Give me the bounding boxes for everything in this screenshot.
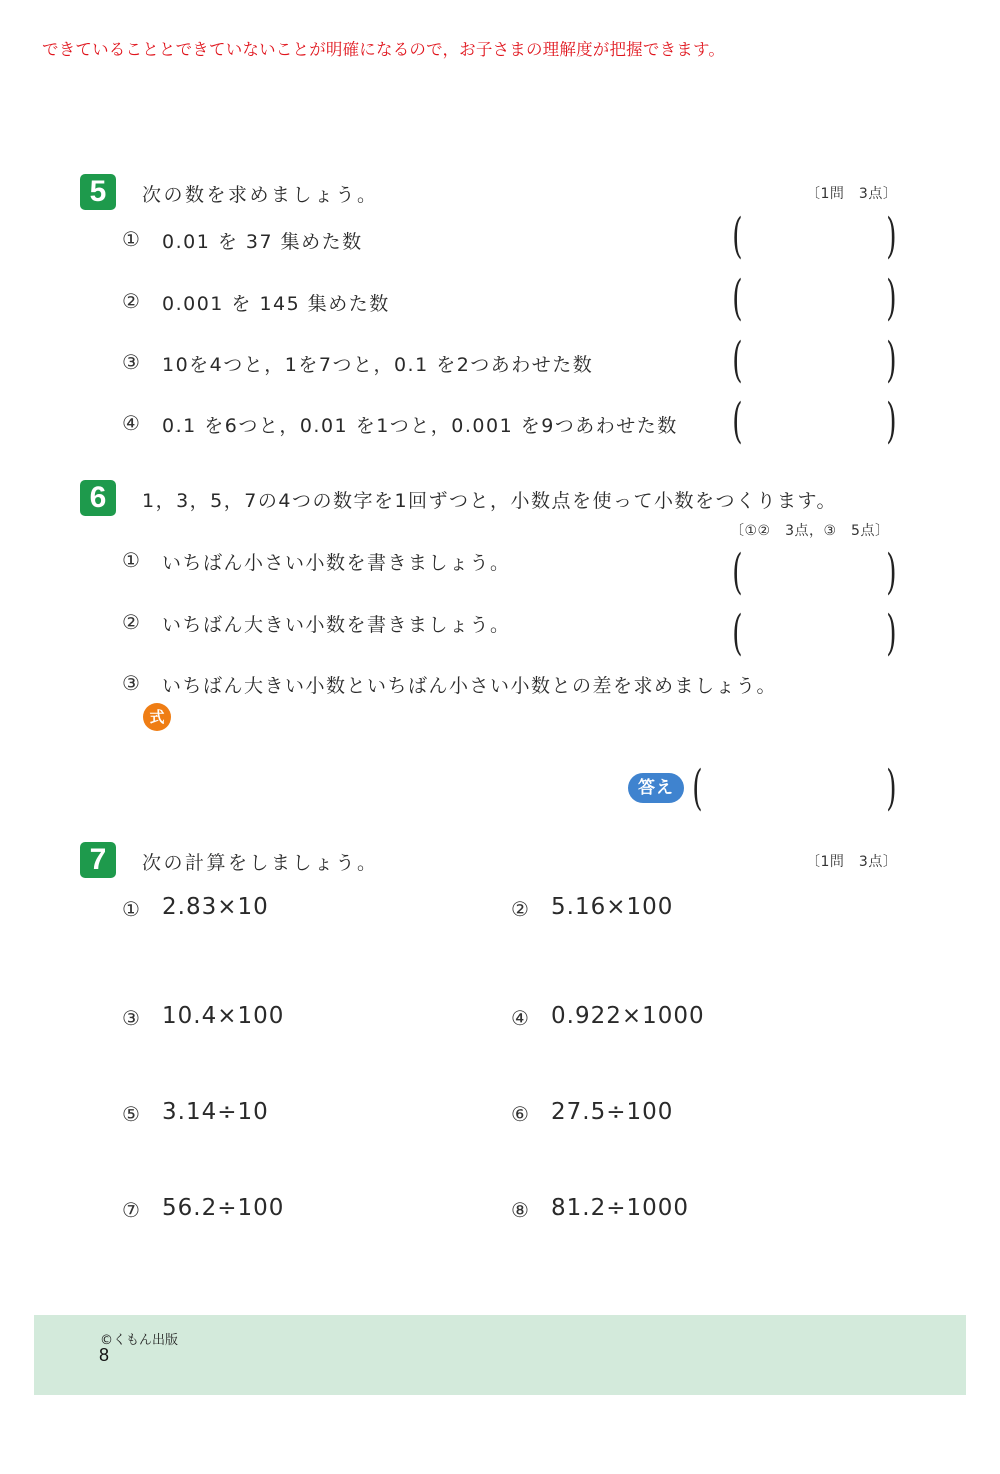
- problem-number: ⑦: [122, 1198, 140, 1222]
- problem-number: ③: [122, 1006, 140, 1030]
- question-text: 0.01 を 37 集めた数: [162, 231, 363, 253]
- calc-problem: 2.83×10: [162, 894, 269, 920]
- question-text: いちばん小さい小数を書きましょう。: [162, 552, 511, 574]
- answer-badge: 答え: [628, 773, 684, 803]
- section-7-badge: 7: [80, 842, 116, 878]
- section-5-badge: 5: [80, 174, 116, 210]
- answer-bracket-close: ): [886, 393, 897, 449]
- answer-bracket-open: (: [732, 393, 743, 449]
- answer-field[interactable]: [708, 770, 878, 810]
- answer-field[interactable]: [748, 615, 878, 655]
- answer-bracket-open: (: [732, 332, 743, 388]
- page-number: 8: [99, 1345, 110, 1365]
- problem-number: ②: [511, 897, 529, 921]
- section-7-instruction: 次の計算をしましょう。: [142, 852, 379, 874]
- section-5-points: 〔1問 3点〕: [806, 186, 898, 202]
- answer-bracket-close: ): [886, 605, 897, 661]
- answer-bracket-open: (: [732, 605, 743, 661]
- answer-bracket-open: (: [692, 760, 703, 816]
- copyright: ©くもん出版: [100, 1333, 179, 1348]
- answer-field[interactable]: [748, 342, 878, 382]
- calc-problem: 27.5÷100: [551, 1099, 674, 1125]
- footer-band: [34, 1315, 966, 1395]
- answer-bracket-open: (: [732, 544, 743, 600]
- answer-field[interactable]: [748, 403, 878, 443]
- problem-number: ⑥: [511, 1102, 529, 1126]
- question-number: ③: [122, 350, 140, 374]
- answer-bracket-close: ): [886, 270, 897, 326]
- answer-field[interactable]: [748, 218, 878, 258]
- answer-field[interactable]: [748, 280, 878, 320]
- question-number: ①: [122, 548, 140, 572]
- answer-bracket-close: ): [886, 332, 897, 388]
- calc-problem: 0.922×1000: [551, 1003, 705, 1029]
- answer-bracket-close: ): [886, 208, 897, 264]
- answer-bracket-close: ): [886, 544, 897, 600]
- problem-number: ⑧: [511, 1198, 529, 1222]
- section-7-points: 〔1問 3点〕: [806, 854, 898, 870]
- answer-field[interactable]: [748, 554, 878, 594]
- question-text: 10を4つと，1を7つと，0.1 を2つあわせた数: [162, 354, 594, 376]
- answer-bracket-open: (: [732, 208, 743, 264]
- section-6-instruction: 1，3，5，7の4つの数字を1回ずつと，小数点を使って小数をつくります。: [142, 490, 838, 512]
- question-number: ④: [122, 411, 140, 435]
- answer-bracket-open: (: [732, 270, 743, 326]
- question-text: いちばん大きい小数といちばん小さい小数との差を求めましょう。: [162, 675, 778, 697]
- question-number: ①: [122, 227, 140, 251]
- notice-text: できていることとできていないことが明確になるので，お子さまの理解度が把握できます。: [42, 40, 726, 59]
- calc-problem: 56.2÷100: [162, 1195, 285, 1221]
- question-text: 0.001 を 145 集めた数: [162, 293, 390, 315]
- formula-work-area[interactable]: [180, 700, 880, 760]
- problem-number: ⑤: [122, 1102, 140, 1126]
- question-text: 0.1 を6つと，0.01 を1つと，0.001 を9つあわせた数: [162, 415, 678, 437]
- answer-bracket-close: ): [886, 760, 897, 816]
- section-5-instruction: 次の数を求めましょう。: [142, 184, 379, 206]
- calc-problem: 3.14÷10: [162, 1099, 269, 1125]
- problem-number: ④: [511, 1006, 529, 1030]
- question-text: いちばん大きい小数を書きましょう。: [162, 614, 511, 636]
- question-number: ②: [122, 610, 140, 634]
- calc-problem: 5.16×100: [551, 894, 674, 920]
- section-6-badge: 6: [80, 480, 116, 516]
- formula-badge: 式: [143, 703, 171, 731]
- question-number: ③: [122, 671, 140, 695]
- problem-number: ①: [122, 897, 140, 921]
- calc-problem: 81.2÷1000: [551, 1195, 690, 1221]
- section-6-points: 〔①② 3点，③ 5点〕: [730, 523, 890, 539]
- question-number: ②: [122, 289, 140, 313]
- calc-problem: 10.4×100: [162, 1003, 285, 1029]
